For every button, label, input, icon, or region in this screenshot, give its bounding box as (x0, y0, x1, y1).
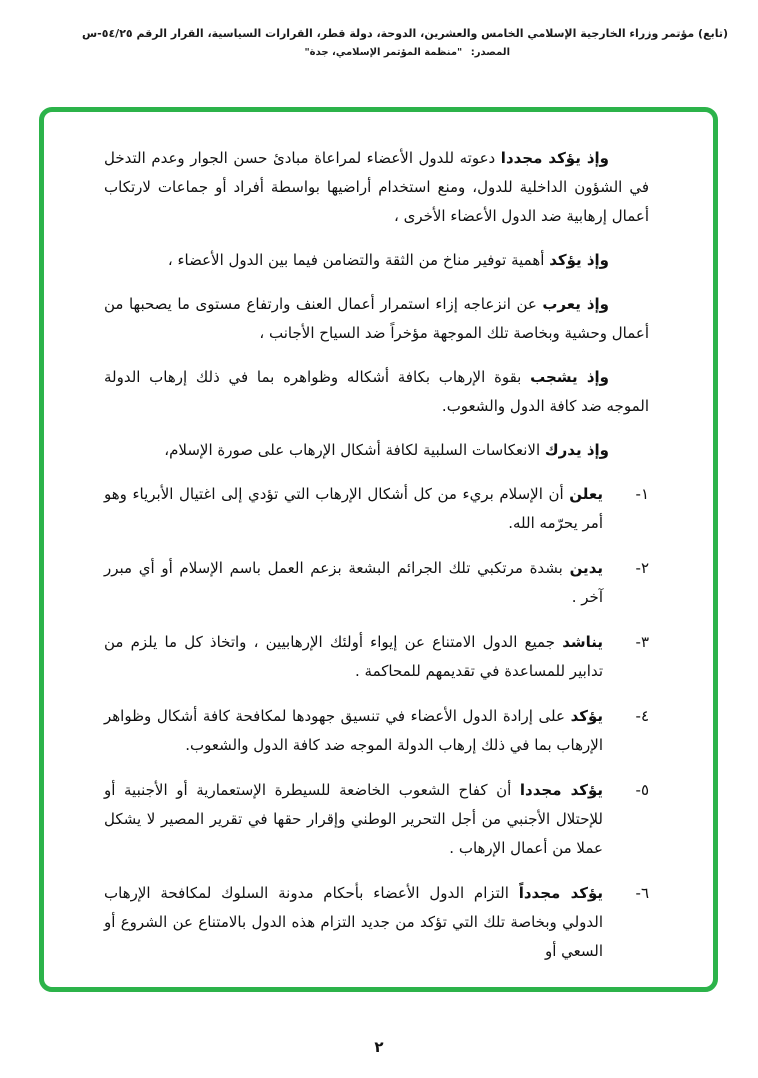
paragraph-text: دعوته للدول الأعضاء لمراعاة مبادئ حسن الجوار وعدم التدخل في الشؤون الداخلية للدول، ومنع استخدام أراضيها بواسطة أفراد أو جماعات لارتكاب أعمال إرهابية ضد الدول الأعضاء الأخرى ، (104, 149, 649, 225)
operative-items-list (104, 480, 649, 966)
item-text-block (104, 628, 603, 686)
preamble-paragraph (104, 363, 649, 421)
page-number: ٢ (374, 1038, 384, 1056)
item-number: ٣- (635, 633, 649, 651)
preamble-paragraph (104, 436, 649, 465)
item-lead: يؤكد مجددا (519, 781, 603, 799)
paragraph-text: أهمية توفير مناخ من الثقة والتضامن فيما بين الدول الأعضاء ، (167, 251, 545, 269)
list-item (104, 879, 649, 966)
content-border-box (39, 107, 718, 992)
source-label: المصدر: (470, 47, 510, 58)
item-text-block (104, 702, 603, 760)
header-title: (تابع) مؤتمر وزراء الخارجية الإسلامي الخامس والعشرين، الدوحة، دولة قطر، القرارات السياسية، القرار الرقم ٥٤/٢٥-س (82, 27, 728, 40)
paragraph-text: عن انزعاجه إزاء استمرار أعمال العنف وارتفاع مستوى ما يصحبها من أعمال وحشية وبخاصة تلك الموجهة مؤخراً ضد السياح الأجانب ، (104, 295, 649, 342)
paragraph-lead: وإذ يشجب (530, 368, 609, 386)
list-item (104, 554, 649, 612)
paragraph-lead: وإذ يعرب (542, 295, 609, 313)
list-item (104, 702, 649, 760)
paragraph-text: بقوة الإرهاب بكافة أشكاله وظواهره بما في ذلك إرهاب الدولة الموجه ضد كافة الدول والشعوب. (104, 368, 649, 415)
item-number: ١- (635, 485, 649, 503)
item-number: ٤- (635, 707, 649, 725)
item-text-block (104, 554, 603, 612)
item-number: ٢- (635, 559, 649, 577)
item-lead: يعلن (569, 485, 603, 503)
item-text: جميع الدول الامتناع عن إيواء أولئك الإرهابيين ، واتخاذ كل ما يلزم من تدابير للمساعدة في تقديمهم للمحاكمة . (104, 633, 603, 680)
item-text-block (104, 776, 603, 863)
item-lead: يؤكد (570, 707, 603, 725)
item-lead: يناشد (562, 633, 603, 651)
paragraph-lead: وإذ يؤكد مجددا (500, 149, 609, 167)
item-lead: يؤكد مجدداً (518, 884, 603, 902)
preamble-paragraph (104, 246, 649, 275)
list-item (104, 628, 649, 686)
item-text: أن الإسلام بريء من كل أشكال الإرهاب التي تؤدي إلى اغتيال الأبرياء وهو أمر يحرّمه الله. (104, 485, 603, 532)
paragraph-lead: وإذ يؤكد (549, 251, 609, 269)
item-text: بشدة مرتكبي تلك الجرائم البشعة بزعم العمل باسم الإسلام أو أي مبرر آخر . (104, 559, 603, 606)
preamble-paragraph (104, 144, 649, 231)
item-number: ٥- (635, 781, 649, 799)
preamble-paragraph (104, 290, 649, 348)
list-item (104, 480, 649, 538)
item-text-block (104, 480, 603, 538)
item-lead: يدين (569, 559, 603, 577)
list-item (104, 776, 649, 863)
document-header (16, 27, 728, 58)
paragraph-text: الانعكاسات السلبية لكافة أشكال الإرهاب على صورة الإسلام، (164, 441, 541, 459)
source-value: "منظمة المؤتمر الإسلامي، جدة" (304, 47, 463, 58)
item-text: أن كفاح الشعوب الخاضعة للسيطرة الإستعمارية أو الأجنبية أو للإحتلال الأجنبي من أجل التحرير الوطني وإقرار حقها في تقرير المصير لا يشكل عملا من أعمال الإرهاب . (104, 781, 603, 857)
item-number: ٦- (635, 884, 649, 902)
item-text: على إرادة الدول الأعضاء في تنسيق جهودها لمكافحة كافة أشكال وظواهر الإرهاب بما في ذلك إرهاب الدولة الموجه ضد كافة الدول والشعوب. (104, 707, 603, 754)
source-line (16, 47, 728, 58)
item-text: التزام الدول الأعضاء بأحكام مدونة السلوك لمكافحة الإرهاب الدولي وبخاصة تلك التي تؤكد من جديد التزام هذه الدول بالامتناع عن الشروع أو السعي أو (104, 884, 603, 960)
paragraph-lead: وإذ يدرك (544, 441, 609, 459)
item-text-block (104, 879, 603, 966)
